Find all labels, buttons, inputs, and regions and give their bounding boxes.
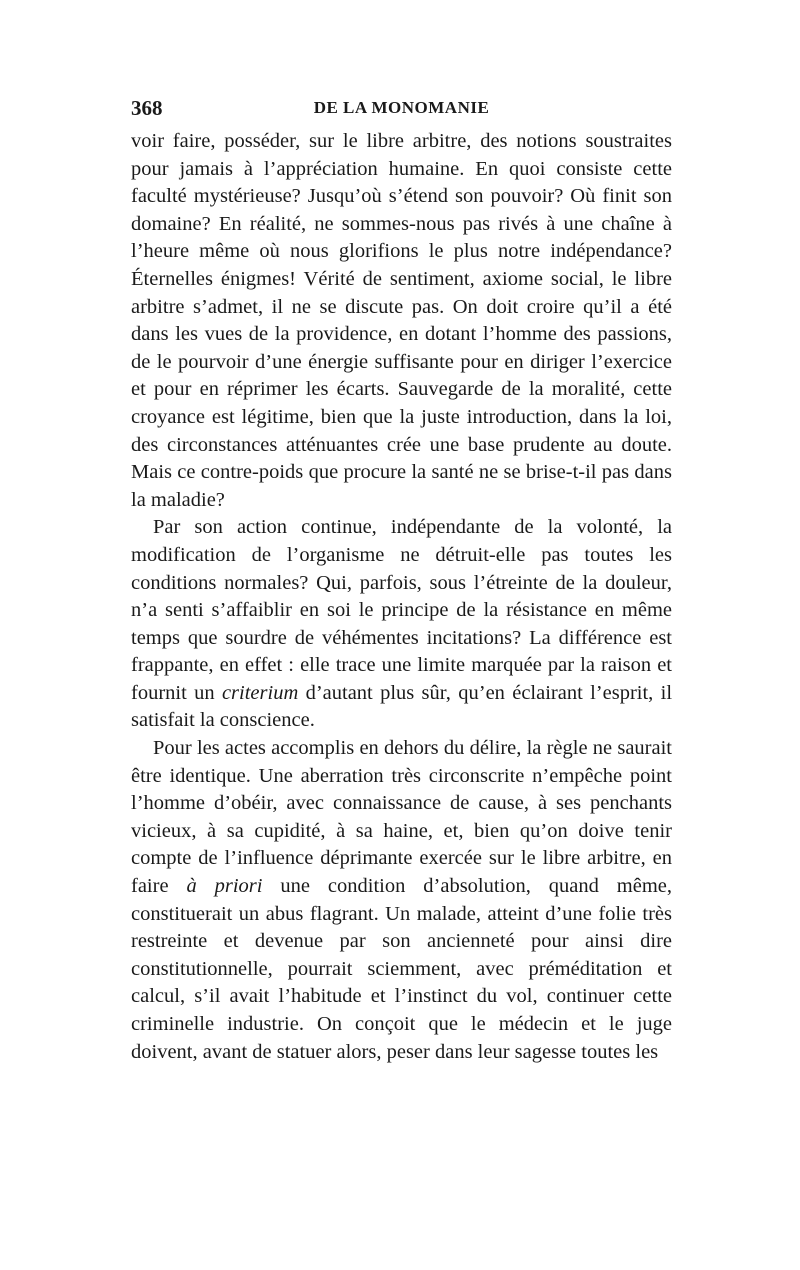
paragraph-3-text-start: Pour les actes accomplis en dehors du délire, la règle ne saurait être identique. Une aberration très circonscrite n’empêche point l’homme d’obéir, avec connaissance de cause, à ses penchants vicieux, à sa cupidité, à sa haine, et, bien qu’on doive tenir compte de l’influence déprimante exercée sur le libre arbitre, en faire (131, 737, 672, 898)
paragraph-2-text-start: Par son action continue, indépendante de la volonté, la modification de l’organisme ne détruit-elle pas toutes les conditions normales? Qui, parfois, sous l’étreinte de la douleur, n’a senti s’affaiblir en soi le principe de la résistance en même temps que sourdre de véhémentes incitations? La différence est frappante, en effet : elle trace une limite marquée par la raison et fournit un (131, 516, 672, 704)
paragraph-3 (131, 735, 672, 1066)
page-header (131, 96, 672, 124)
page-number: 368 (131, 96, 163, 120)
paragraph-2 (131, 514, 672, 735)
paragraph-3-text-end: une condition d’absolution, quand même, constituerait un abus flagrant. Un malade, atteint d’une folie très restreinte et devenue par son ancienneté pour ainsi dire constitutionnelle, pourrait sciemment, avec préméditation et calcul, s’il avait l’habitude et l’instinct du vol, continuer cette criminelle industrie. On conçoit que le médecin et le juge doivent, avant de statuer alors, peser dans leur sagesse toutes les (131, 875, 673, 1063)
paragraph-3-italic-term: à priori (186, 875, 263, 898)
paragraph-2-text-end: d’autant plus sûr, qu’en éclairant l’esprit, il satisfait la conscience. (131, 681, 673, 732)
running-title: DE LA MONOMANIE (313, 98, 490, 117)
paragraph-1: voir faire, posséder, sur le libre arbitre, des notions soustraites pour jamais à l’appréciation humaine. En quoi consiste cette faculté mystérieuse? Jusqu’où s’étend son pouvoir? Où finit son domaine? En réalité, ne sommes-nous pas rivés à une chaîne à l’heure même où nous glorifions le plus notre indépendance? Éternelles énigmes! Vérité de sentiment, axiome social, le libre arbitre s’admet, il ne se discute pas. On doit croire qu’il a été dans les vues de la providence, en dotant l’homme des passions, de le pourvoir d’une énergie suffisante pour en diriger l’exercice et pour en réprimer les écarts. Sauvegarde de la moralité, cette croyance est légitime, bien que la juste introduction, dans la loi, des circonstances atténuantes crée une base prudente au doute. Mais ce contre-poids que procure la santé ne se brise-t-il pas dans la maladie? (131, 130, 672, 511)
body-text (131, 128, 672, 1066)
paragraph-2-italic-term: criterium (221, 681, 299, 704)
